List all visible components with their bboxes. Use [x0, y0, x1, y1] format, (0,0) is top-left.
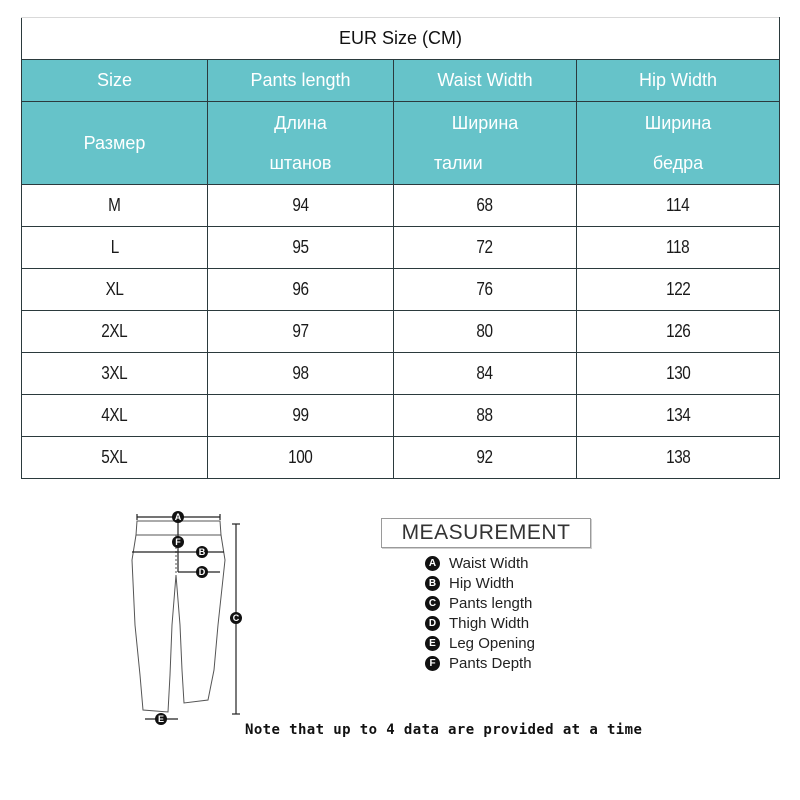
cell-hip-width [577, 311, 780, 353]
measurement-title: MEASUREMENT [381, 518, 591, 548]
cell-text: 88 [476, 405, 494, 425]
table-row [22, 185, 780, 227]
cell-size [22, 269, 208, 311]
cell-size [22, 227, 208, 269]
badge-a-icon: A [425, 556, 440, 571]
cell-text: 5XL [101, 447, 128, 467]
table-row [22, 269, 780, 311]
header-ru-waist-width [394, 102, 577, 185]
header-ru-line2: штанов [269, 153, 332, 173]
header-waist-width: Waist Width [394, 60, 577, 102]
header-ru-line1: Ширина [644, 113, 712, 133]
svg-text:F: F [175, 537, 181, 547]
cell-waist-width [394, 311, 577, 353]
header-ru-hip-width [577, 102, 780, 185]
badge-f-icon: F [425, 656, 440, 671]
cell-size [22, 311, 208, 353]
cell-hip-width [577, 353, 780, 395]
header-ru-line2: бедра [652, 153, 704, 173]
cell-text: 4XL [101, 405, 128, 425]
cell-waist-width [394, 395, 577, 437]
header-size: Size [22, 60, 208, 102]
cell-pants-length [208, 395, 394, 437]
table-row [22, 227, 780, 269]
cell-text: 100 [288, 447, 313, 467]
cell-text: 97 [292, 321, 309, 341]
legend-label: Pants length [449, 594, 533, 612]
cell-waist-width [394, 437, 577, 479]
svg-text:A: A [174, 512, 182, 522]
badge-b-icon: B [425, 576, 440, 591]
cell-hip-width [577, 227, 780, 269]
header-ru-size [22, 102, 208, 185]
legend-label: Leg Opening [449, 634, 535, 652]
cell-waist-width [394, 227, 577, 269]
cell-text: 92 [476, 447, 494, 467]
table-row [22, 353, 780, 395]
badge-e-icon: E [425, 636, 440, 651]
cell-text: 118 [666, 237, 690, 257]
cell-size [22, 395, 208, 437]
cell-text: 99 [292, 405, 309, 425]
legend-item-waist-width [425, 553, 535, 573]
cell-waist-width [394, 353, 577, 395]
cell-text: 114 [666, 195, 690, 215]
svg-text:B: B [198, 547, 206, 557]
cell-text: M [108, 195, 121, 215]
cell-text: XL [105, 279, 124, 299]
cell-text: 72 [476, 237, 494, 257]
cell-pants-length [208, 269, 394, 311]
cell-text: 68 [476, 195, 494, 215]
badge-d-icon: D [425, 616, 440, 631]
legend-label: Waist Width [449, 554, 529, 572]
legend-label: Thigh Width [449, 614, 530, 632]
cell-text: 95 [292, 237, 309, 257]
cell-text: 94 [292, 195, 309, 215]
cell-pants-length [208, 185, 394, 227]
pants-sketch-icon [110, 505, 270, 730]
cell-text: 80 [476, 321, 494, 341]
cell-hip-width [577, 185, 780, 227]
cell-pants-length [208, 227, 394, 269]
cell-text: 76 [476, 279, 494, 299]
cell-pants-length [208, 437, 394, 479]
cell-text: 2XL [101, 321, 128, 341]
header-hip-width: Hip Width [577, 60, 780, 102]
header-ru-line1: Длина [274, 113, 327, 133]
table-title: EUR Size (CM) [22, 18, 780, 60]
legend-label: Pants Depth [449, 654, 532, 672]
cell-text: 130 [665, 363, 691, 383]
header-ru-size-text: Размер [83, 133, 146, 153]
header-ru-line2: талии [434, 153, 483, 173]
cell-text: 84 [476, 363, 494, 383]
cell-text: 122 [665, 279, 691, 299]
legend-item-pants-length [425, 593, 535, 613]
cell-size [22, 353, 208, 395]
cell-size [22, 437, 208, 479]
table-row [22, 311, 780, 353]
svg-text:D: D [198, 567, 206, 577]
measurement-note: Note that up to 4 data are provided at a time [245, 722, 643, 738]
legend-label: Hip Width [449, 574, 515, 592]
table-row [22, 395, 780, 437]
cell-text: 134 [665, 405, 691, 425]
cell-text: 3XL [101, 363, 128, 383]
header-row-russian [22, 102, 780, 185]
svg-text:C: C [232, 613, 240, 623]
legend-item-hip-width [425, 573, 535, 593]
pants-diagram [110, 505, 270, 730]
measurement-legend [425, 553, 535, 673]
cell-text: 126 [665, 321, 691, 341]
cell-text: 98 [292, 363, 309, 383]
cell-waist-width [394, 269, 577, 311]
cell-waist-width [394, 185, 577, 227]
cell-hip-width [577, 269, 780, 311]
badge-c-icon: C [425, 596, 440, 611]
cell-hip-width [577, 437, 780, 479]
cell-size [22, 185, 208, 227]
cell-hip-width [577, 395, 780, 437]
size-chart-table [21, 17, 780, 479]
table-title-row [22, 18, 780, 60]
header-ru-line1: Ширина [451, 113, 519, 133]
svg-text:E: E [157, 714, 165, 724]
header-pants-length: Pants length [208, 60, 394, 102]
cell-text: L [110, 237, 119, 257]
table-row [22, 437, 780, 479]
header-ru-pants-length [208, 102, 394, 185]
legend-item-pants-depth [425, 653, 535, 673]
cell-pants-length [208, 311, 394, 353]
legend-item-leg-opening [425, 633, 535, 653]
cell-pants-length [208, 353, 394, 395]
legend-item-thigh-width [425, 613, 535, 633]
cell-text: 96 [292, 279, 309, 299]
header-row-english [22, 60, 780, 102]
cell-text: 138 [665, 447, 691, 467]
